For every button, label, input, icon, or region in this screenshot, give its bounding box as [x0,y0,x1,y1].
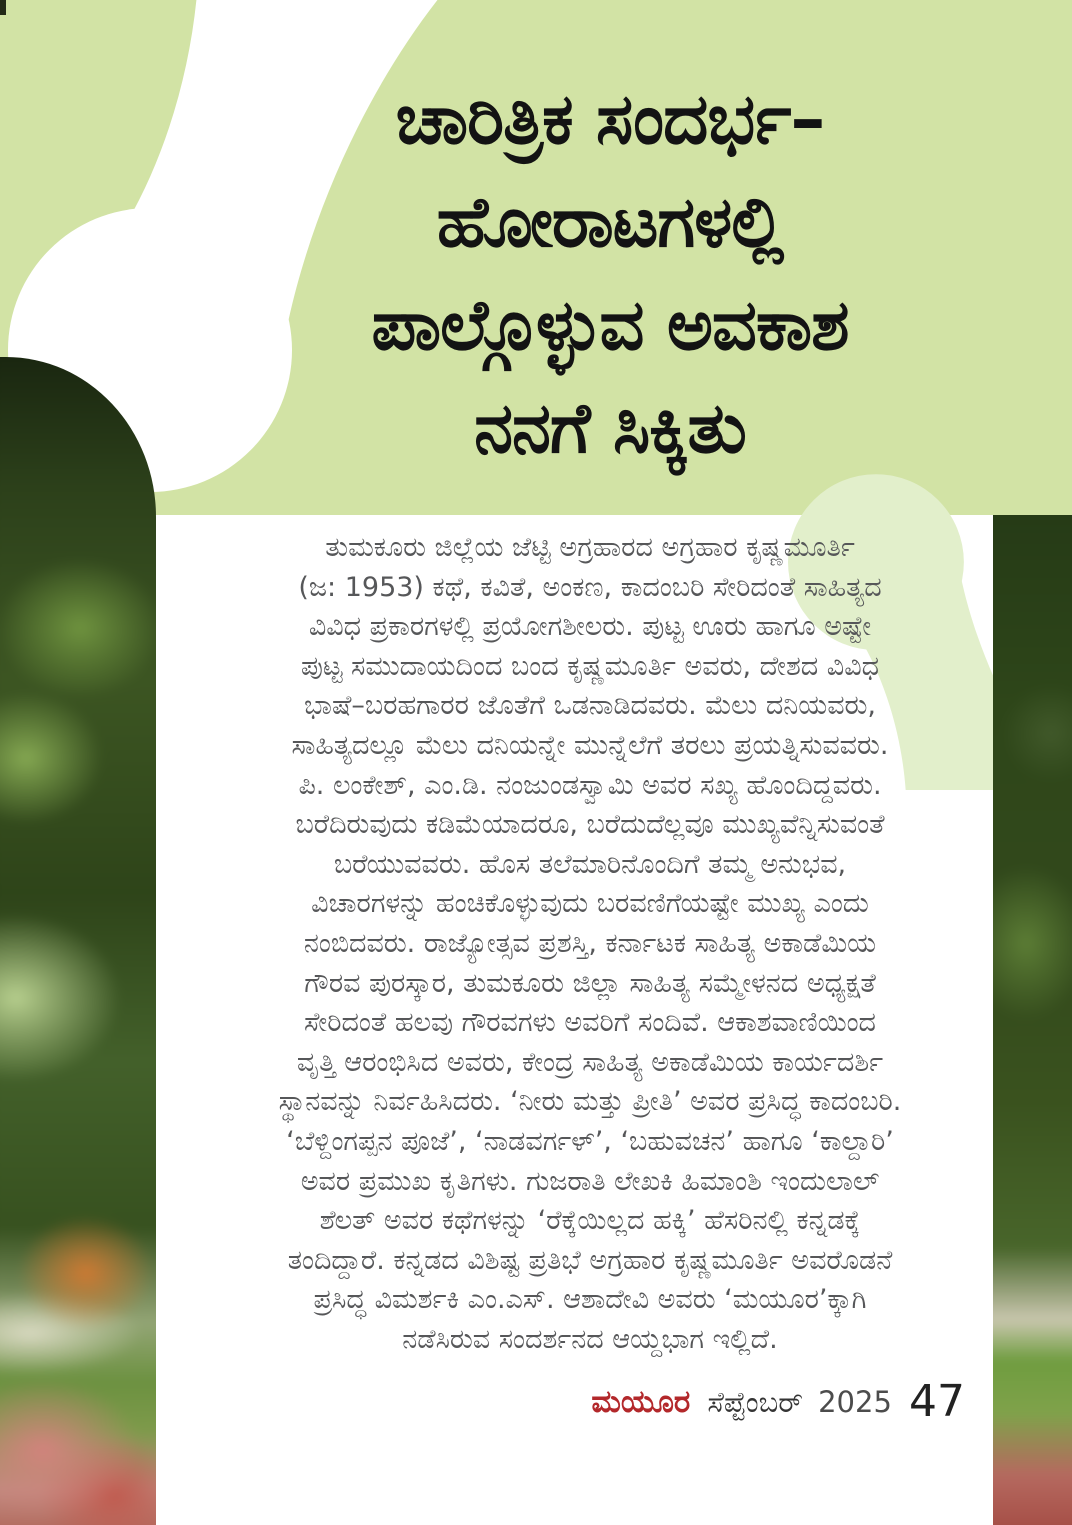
page-footer [155,1376,965,1428]
body-line: ಭಾಷೆ–ಬರಹಗಾರರ ಜೊತೆಗೆ ಒಡನಾಡಿದವರು. ಮೆಲು ದನಿಯವರು, [303,690,876,722]
right-photo-strip [993,515,1072,1525]
body-line: ತುಮಕೂರು ಜಿಲ್ಲೆಯ ಜೆಟ್ಟಿ ಅಗ್ರಹಾರದ ಅಗ್ರಹಾರ ಕೃಷ್ಣಮೂರ್ತಿ [325,532,855,563]
headline-line: ಚಾರಿತ್ರಿಕ ಸಂದರ್ಭ– [395,78,825,160]
body-line: ‘ಬೆಳ್ದಿಂಗಪ್ಪನ ಪೂಜೆ’, ‘ನಾಡವರ್ಗಳ್’, ‘ಬಹುವಚನ’ ಹಾಗೂ ‘ಕಾಲ್ದಾರಿ’ [286,1125,894,1157]
headline-line: ನನಗೆ ಸಿಕ್ಕಿತು [474,387,746,469]
article-intro-text [160,528,1020,1359]
issue-year: 2025 [818,1385,892,1419]
body-line: ನಡೆಸಿರುವ ಸಂದರ್ಶನದ ಆಯ್ದಭಾಗ ಇಲ್ಲಿದೆ. [402,1323,778,1355]
body-line: ವೃತ್ತಿ ಆರಂಭಿಸಿದ ಅವರು, ಕೇಂದ್ರ ಸಾಹಿತ್ಯ ಅಕಾಡೆಮಿಯ ಕಾರ್ಯದರ್ಶಿ [296,1046,884,1078]
body-line: ಗೌರವ ಪುರಸ್ಕಾರ, ತುಮಕೂರು ಜಿಲ್ಲಾ ಸಾಹಿತ್ಯ ಸಮ್ಮೇಳನದ ಅಧ್ಯಕ್ಷತೆ [304,967,876,999]
body-line: ಪ್ರಸಿದ್ಧ ವಿಮರ್ಶಕಿ ಎಂ.ಎಸ್. ಆಶಾದೇವಿ ಅವರು ‘ಮಯೂರ’ಕ್ಕಾಗಿ [313,1284,867,1316]
corner-photo-sliver [0,0,6,15]
left-photo-blur [0,357,156,1525]
magazine-logo: ಮಯೂರ [591,1384,691,1420]
body-line: ಶೆಲತ್ ಅವರ ಕಥೆಗಳನ್ನು ‘ರೆಕ್ಕೆಯಿಲ್ಲದ ಹಕ್ಕಿ’ ಹೆಸರಿನಲ್ಲಿ ಕನ್ನಡಕ್ಕೆ [319,1205,861,1237]
body-line: ಅವರ ಪ್ರಮುಖ ಕೃತಿಗಳು. ಗುಜರಾತಿ ಲೇಖಕಿ ಹಿಮಾಂಶಿ ಇಂದುಲಾಲ್ [300,1165,880,1197]
body-line: ನಂಬಿದವರು. ರಾಜ್ಯೋತ್ಸವ ಪ್ರಶಸ್ತಿ, ಕರ್ನಾಟಕ ಸಾಹಿತ್ಯ ಅಕಾಡೆಮಿಯ [303,927,877,959]
body-line: ಸೇರಿದಂತೆ ಹಲವು ಗೌರವಗಳು ಅವರಿಗೆ ಸಂದಿವೆ. ಆಕಾಶವಾಣಿಯಿಂದ [304,1007,876,1039]
headline-line: ಹೋರಾಟಗಳಲ್ಲಿ [436,181,784,263]
body-line: ಸ್ಥಾನವನ್ನು ನಿರ್ವಹಿಸಿದರು. ‘ನೀರು ಮತ್ತು ಪ್ರೀತಿ’ ಅವರ ಪ್ರಸಿದ್ಧ ಕಾದಂಬರಿ. [278,1086,902,1118]
body-line: (ಜ: 1953) ಕಥೆ, ಕವಿತೆ, ಅಂಕಣ, ಕಾದಂಬರಿ ಸೇರಿದಂತೆ ಸಾಹಿತ್ಯದ [298,571,882,603]
issue-month: ಸೆಪ್ಟೆಂಬರ್ [707,1385,803,1419]
body-line: ಪಿ. ಲಂಕೇಶ್, ಎಂ.ಡಿ. ನಂಜುಂಡಸ್ವಾಮಿ ಅವರ ಸಖ್ಯ ಹೊಂದಿದ್ದವರು. [298,769,882,801]
right-photo-blur [993,515,1072,1525]
article-headline [250,68,970,480]
headline-line: ಪಾಲ್ಗೊಳ್ಳುವ ಅವಕಾಶ [371,284,849,366]
body-line: ಬರೆದಿರುವುದು ಕಡಿಮೆಯಾದರೂ, ಬರೆದುದೆಲ್ಲವೂ ಮುಖ್ಯವೆನ್ನಿಸುವಂತೆ [295,809,885,841]
body-line: ಸಾಹಿತ್ಯದಲ್ಲೂ ಮೆಲು ದನಿಯನ್ನೇ ಮುನ್ನೆಲೆಗೆ ತರಲು ಪ್ರಯತ್ನಿಸುವವರು. [291,729,889,761]
left-photo-strip [0,357,156,1525]
body-line: ವಿವಿಧ ಪ್ರಕಾರಗಳಲ್ಲಿ ಪ್ರಯೋಗಶೀಲರು. ಪುಟ್ಟ ಊರು ಹಾಗೂ ಅಷ್ಟೇ [308,611,872,643]
body-line: ತಂದಿದ್ದಾರೆ. ಕನ್ನಡದ ವಿಶಿಷ್ಟ ಪ್ರತಿಭೆ ಅಗ್ರಹಾರ ಕೃಷ್ಣಮೂರ್ತಿ ಅವರೊಡನೆ [287,1244,893,1276]
body-line: ವಿಚಾರಗಳನ್ನು ಹಂಚಿಕೊಳ್ಳುವುದು ಬರವಣಿಗೆಯಷ್ಟೇ ಮುಖ್ಯ ಎಂದು [311,888,869,920]
body-line: ಪುಟ್ಟ ಸಮುದಾಯದಿಂದ ಬಂದ ಕೃಷ್ಣಮೂರ್ತಿ ಅವರು, ದೇಶದ ವಿವಿಧ [300,650,880,682]
page-number: 47 [909,1376,965,1427]
body-line: ಬರೆಯುವವರು. ಹೊಸ ತಲೆಮಾರಿನೊಂದಿಗೆ ತಮ್ಮ ಅನುಭವ, [333,848,847,880]
